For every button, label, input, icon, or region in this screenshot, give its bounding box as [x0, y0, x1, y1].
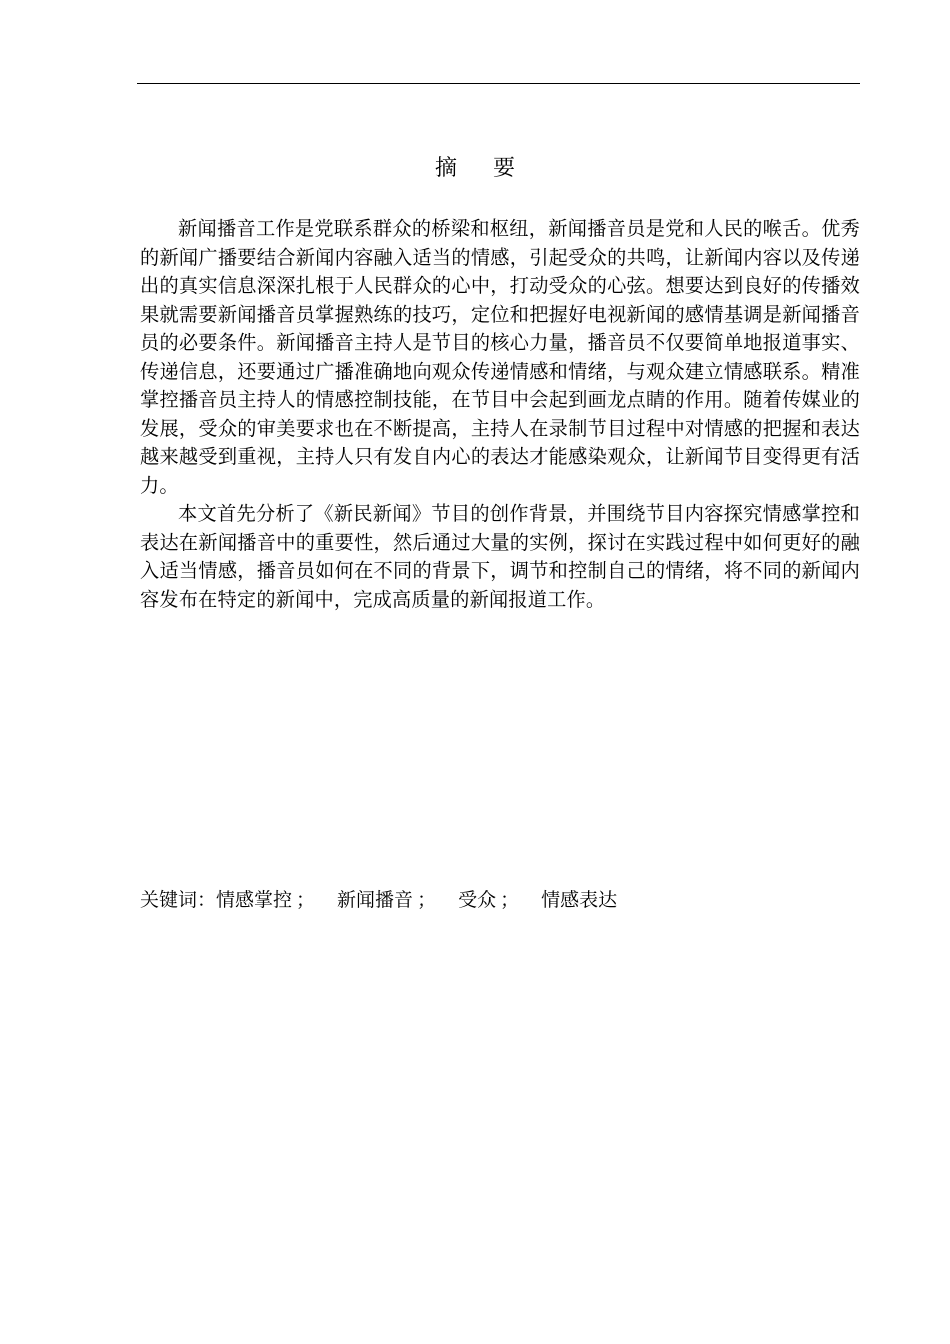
keywords-label: 关键词：: [140, 889, 217, 911]
abstract-body: [140, 215, 860, 614]
abstract-paragraph-2: 本文首先分析了《新民新闻》节目的创作背景，并围绕节目内容探究情感掌控和表达在新闻播音中的重要性，然后通过大量的实例，探讨在实践过程中如何更好的融入适当情感，播音员如何在不同的背景下，调节和控制自己的情绪，将不同的新闻内容发布在特定的新闻中，完成高质量的新闻报道工作。: [140, 502, 860, 611]
abstract-title: 摘要: [434, 156, 551, 181]
keywords-line: [140, 885, 860, 915]
keyword-item: 新闻播音: [337, 889, 414, 911]
keyword-separator: ；: [296, 889, 316, 911]
keyword-item: 情感表达: [541, 889, 618, 911]
keyword-separator: ；: [417, 889, 437, 911]
header-rule: [137, 83, 860, 84]
keyword-item: 情感掌控: [216, 889, 293, 911]
abstract-paragraph-1: 新闻播音工作是党联系群众的桥梁和枢纽，新闻播音员是党和人民的喉舌。优秀的新闻广播要结合新闻内容融入适当的情感，引起受众的共鸣，让新闻内容以及传递出的真实信息深深扎根于人民群众的心中，打动受众的心弦。想要达到良好的传播效果就需要新闻播音员掌握熟练的技巧，定位和把握好电视新闻的感情基调是新闻播音员的必要条件。新闻播音主持人是节目的核心力量，播音员不仅要简单地报道事实、传递信息，还要通过广播准确地向观众传递情感和情绪，与观众建立情感联系。精准掌控播音员主持人的情感控制技能，在节目中会起到画龙点睛的作用。随着传媒业的发展，受众的审美要求也在不断提高，主持人在录制节目过程中对情感的把握和表达越来越受到重视，主持人只有发自内心的表达才能感染观众，让新闻节目变得更有活力。: [140, 217, 860, 497]
keyword-separator: ；: [500, 889, 520, 911]
keyword-item: 受众: [458, 889, 497, 911]
